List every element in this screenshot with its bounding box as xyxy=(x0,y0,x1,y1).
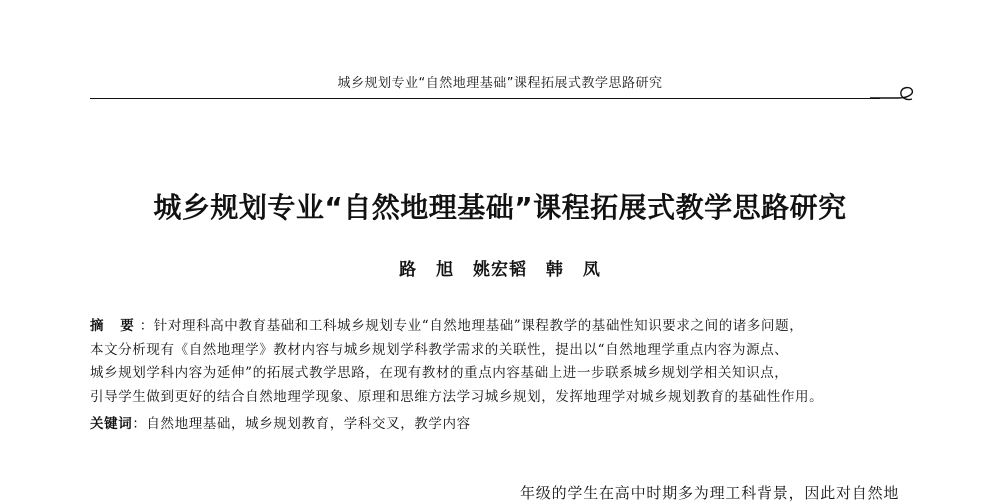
abstract-line-3: 城乡规划学科内容为延伸”的拓展式教学思路，在现有教材的重点内容基础上进一步联系城乡规划学相关知识点， xyxy=(90,365,789,381)
abstract-line-2: 本文分析现有《自然地理学》教材内容与城乡规划学科教学需求的关联性，提出以“自然地理学重点内容为源点、 xyxy=(90,341,789,358)
abstract xyxy=(90,315,910,409)
keywords xyxy=(90,412,910,432)
keywords-label: 关键词 xyxy=(90,416,133,432)
abstract-label: 摘 要 xyxy=(90,318,140,334)
abstract-line-4: 引导学生做到更好的结合自然地理学现象、原理和思维方法学习城乡规划，发挥地理学对城乡规划教育的基础性作用。 xyxy=(90,388,824,405)
paper-title: 城乡规划专业“自然地理基础”课程拓展式教学思路研究 xyxy=(153,191,847,224)
authors: 路 旭 姚宏韬 韩 凤 xyxy=(399,260,601,280)
keywords-text: ：自然地理基础，城乡规划教育，学科交叉，教学内容 xyxy=(132,416,471,432)
swirl-ornament-icon xyxy=(868,84,918,108)
header-rule xyxy=(90,98,880,99)
running-header: 城乡规划专业“自然地理基础”课程拓展式教学思路研究 xyxy=(337,76,663,91)
body-text-fragment: 年级的学生在高中时期多为理工科背景，因此对自然地 xyxy=(520,484,900,502)
abstract-line-1: 摘 要：针对理科高中教育基础和工科城乡规划专业“自然地理基础”课程教学的基础性知识要求之间的诸多问题， xyxy=(90,318,804,334)
